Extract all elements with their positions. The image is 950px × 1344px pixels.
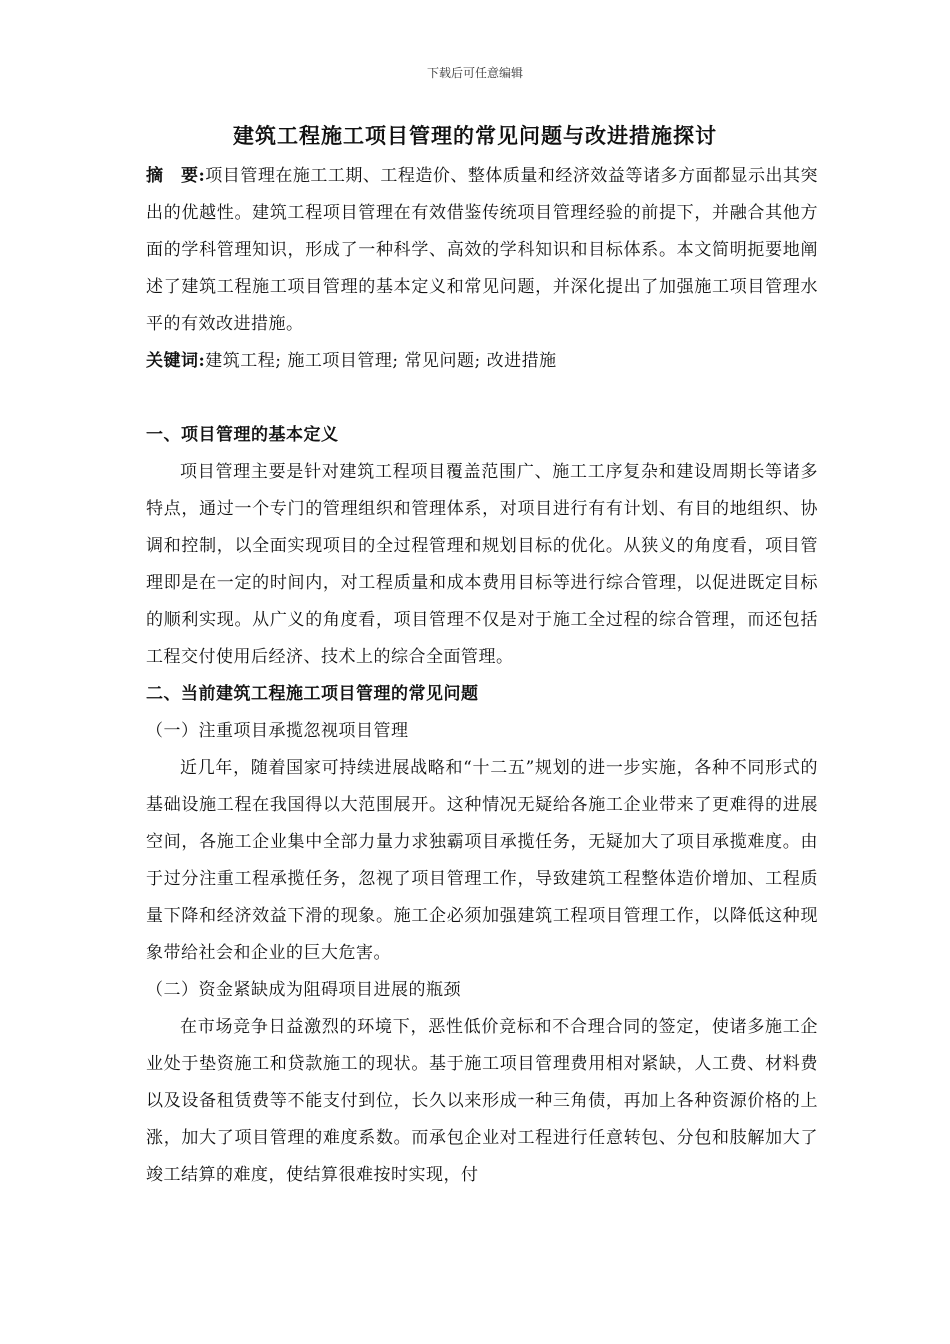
section2-sub1-heading: （一）注重项目承揽忽视项目管理 <box>146 721 409 741</box>
section1-paragraph: 项目管理主要是针对建筑工程项目覆盖范围广、施工工序复杂和建设周期长等诸多特点，通过一个专门的管理组织和管理体系，对项目进行有有计划、有目的地组织、协调和控制，以全面实现项目的全过程管理和规划目标的优化。从狭义的角度看，项目管理即是在一定的时间内，对工程质量和成本费用目标等进行综合管理，以促进既定目标的顺利实现。从广义的角度看，项目管理不仅是对于施工全过程的综合管理，而还包括工程交付使用后经济、技术上的综合全面管理。 <box>146 462 818 667</box>
abstract-label: 摘 要: <box>146 166 206 186</box>
section2-sub2-heading: （二）资金紧缺成为阻碍项目进展的瓶颈 <box>146 980 461 1000</box>
document-title: 建筑工程施工项目管理的常见问题与改进措施探讨 <box>233 123 717 148</box>
section2-sub1-paragraph: 近几年，随着国家可持续进展战略和“十二五”规划的进一步实施，各种不同形式的基础设施工程在我国得以大范围展开。这种情况无疑给各施工企业带来了更难得的进展空间，各施工企业集中全部力量力求独霸项目承揽任务，无疑加大了项目承揽难度。由于过分注重工程承揽任务，忽视了项目管理工作，导致建筑工程整体造价增加、工程质量下降和经济效益下滑的现象。施工企必须加强建筑工程项目管理工作，以降低这种现象带给社会和企业的巨大危害。 <box>146 758 818 963</box>
section2-heading: 二、当前建筑工程施工项目管理的常见问题 <box>146 684 479 704</box>
abstract-paragraph <box>146 158 818 343</box>
section1-heading: 一、项目管理的基本定义 <box>146 425 339 445</box>
keywords-paragraph <box>146 343 818 380</box>
keywords-text: 建筑工程; 施工项目管理; 常见问题; 改进措施 <box>205 351 557 371</box>
document-body <box>146 158 818 1194</box>
section2-sub2-paragraph: 在市场竞争日益激烈的环境下，恶性低价竞标和不合理合同的签定，使诸多施工企业处于垫资施工和贷款施工的现状。基于施工项目管理费用相对紧缺，人工费、材料费以及设备租赁费等不能支付到位，长久以来形成一种三角债，再加上各种资源价格的上涨，加大了项目管理的难度系数。而承包企业对工程进行任意转包、分包和肢解加大了竣工结算的难度，使结算很难按时实现，付 <box>146 1017 818 1185</box>
keywords-label: 关键词: <box>146 351 206 371</box>
section-spacer <box>146 380 818 417</box>
abstract-text: 项目管理在施工工期、工程造价、整体质量和经济效益等诸多方面都显示出其突出的优越性。建筑工程项目管理在有效借鉴传统项目管理经验的前提下，并融合其他方面的学科管理知识，形成了一种科学、高效的学科知识和目标体系。本文简明扼要地阐述了建筑工程施工项目管理的基本定义和常见问题，并深化提出了加强施工项目管理水平的有效改进措施。 <box>146 166 818 334</box>
header-note: 下载后可任意编辑 <box>426 66 523 80</box>
